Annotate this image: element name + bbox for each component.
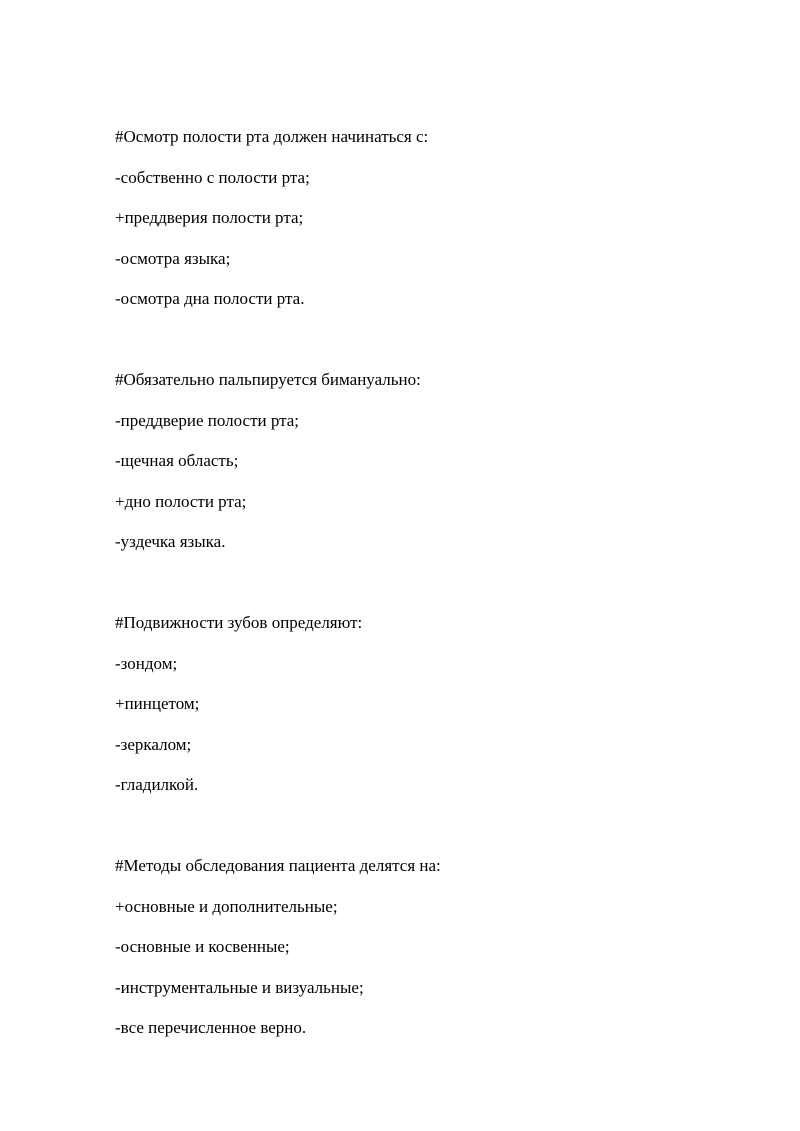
answer-option: +пинцетом;: [115, 694, 200, 713]
question-text: #Обязательно пальпируется бимануально:: [115, 370, 421, 389]
question-block-4: [115, 846, 755, 1049]
question-text: #Осмотр полости рта должен начинаться с:: [115, 127, 429, 146]
answer-option: -инструментальные и визуальные;: [115, 977, 364, 997]
answer-option: -щечная область;: [115, 451, 239, 470]
answer-option: +преддверия полости рта;: [115, 208, 304, 227]
answer-option: -преддверие полости рта;: [115, 410, 300, 430]
answer-option: -гладилкой.: [115, 775, 199, 794]
answer-option: -осмотра дна полости рта.: [115, 289, 305, 308]
answer-option: +основные и дополнительные;: [115, 896, 338, 916]
answer-option: -все перечисленное верно.: [115, 1018, 307, 1037]
answer-option: -зондом;: [115, 653, 178, 673]
answer-option: +дно полости рта;: [115, 491, 247, 511]
question-text: #Методы обследования пациента делятся на:: [115, 856, 441, 875]
answer-option: -уздечка языка.: [115, 532, 226, 551]
question-text: #Подвижности зубов определяют:: [115, 613, 363, 632]
answer-option: -собственно с полости рта;: [115, 167, 310, 187]
answer-option: -зеркалом;: [115, 734, 192, 754]
answer-option: -основные и косвенные;: [115, 937, 290, 956]
question-block-1: [115, 117, 755, 320]
question-block-3: [115, 603, 755, 806]
answer-option: -осмотра языка;: [115, 248, 231, 268]
question-block-2: [115, 360, 755, 563]
document-content: [115, 117, 755, 1049]
